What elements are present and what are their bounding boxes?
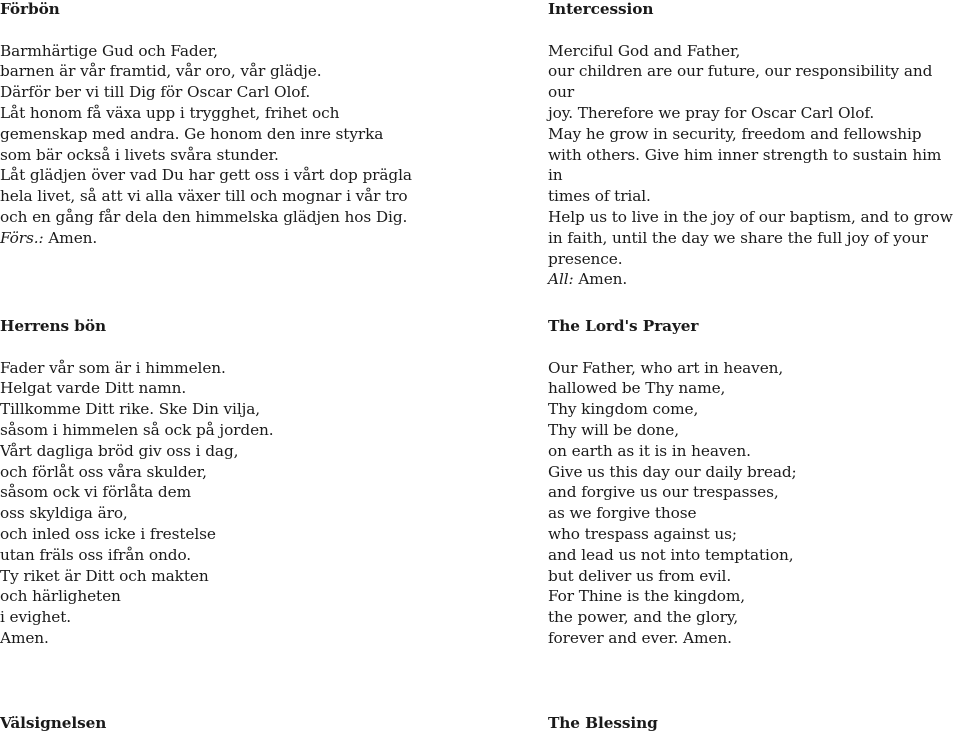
prayer-line: as we forgive those: [548, 504, 697, 523]
intercession-swedish: [0, 0, 470, 249]
prayer-line: Låt honom få växa upp i trygghet, frihet och: [0, 103, 340, 122]
section-title: Intercession: [548, 0, 654, 18]
intercession-english: [548, 0, 960, 290]
lords-prayer-swedish: [0, 316, 470, 649]
prayer-line: barnen är vår framtid, vår oro, vår glädje.: [0, 62, 322, 81]
prayer-line: who trespass against us;: [548, 524, 737, 543]
section-title: Herrens bön: [0, 317, 107, 335]
prayer-line: hela livet, så att vi alla växer till och mognar i vår tro: [0, 187, 408, 206]
prayer-line: Vårt dagliga bröd giv oss i dag,: [0, 441, 239, 460]
prayer-line: såsom ock vi förlåta dem: [0, 483, 191, 502]
blessing-swedish: [0, 713, 470, 734]
prayer-line: Merciful God and Father,: [548, 41, 741, 60]
prayer-line: in faith, until the day we share the full joy of your: [548, 228, 928, 247]
prayer-line: oss skyldiga äro,: [0, 504, 128, 523]
prayer-line: i evighet.: [0, 608, 72, 627]
prayer-line: forever and ever. Amen.: [548, 628, 732, 647]
prayer-line: and forgive us our trespasses,: [548, 483, 779, 502]
section-title: Välsignelsen: [0, 714, 107, 732]
prayer-line: och härligheten: [0, 587, 121, 606]
response-cue: All:: [548, 270, 574, 289]
prayer-line: och en gång får dela den himmelska glädjen hos Dig.: [0, 207, 408, 226]
prayer-line: Därför ber vi till Dig för Oscar Carl Olof.: [0, 83, 311, 102]
prayer-text: [0, 41, 470, 249]
lords-prayer-english: [548, 316, 960, 649]
prayer-line: but deliver us from evil.: [548, 566, 732, 585]
prayer-line: with others. Give him inner strength to sustain him in: [548, 145, 942, 185]
prayer-line: on earth as it is in heaven.: [548, 441, 751, 460]
prayer-line: gemenskap med andra. Ge honom den inre styrka: [0, 124, 384, 143]
blessing-english: [548, 713, 960, 734]
prayer-line: Amen.: [0, 628, 49, 647]
prayer-line: For Thine is the kingdom,: [548, 587, 746, 606]
prayer-line: Fader vår som är i himmelen.: [0, 358, 226, 377]
prayer-text: [0, 358, 470, 649]
prayer-line: Tillkomme Ditt rike. Ske Din vilja,: [0, 400, 261, 419]
response-text: Amen.: [43, 228, 98, 247]
prayer-text: [548, 358, 960, 649]
prayer-line: såsom i himmelen så ock på jorden.: [0, 420, 274, 439]
prayer-line: May he grow in security, freedom and fellowship: [548, 124, 922, 143]
prayer-line: och förlåt oss våra skulder,: [0, 462, 207, 481]
prayer-line: Thy kingdom come,: [548, 400, 699, 419]
prayer-line: joy. Therefore we pray for Oscar Carl Olof.: [548, 103, 875, 122]
prayer-line: Helgat varde Ditt namn.: [0, 379, 187, 398]
prayer-line: Help us to live in the joy of our baptism, and to grow: [548, 207, 953, 226]
prayer-line: Barmhärtige Gud och Fader,: [0, 41, 218, 60]
prayer-line: times of trial.: [548, 187, 651, 206]
prayer-line: Ty riket är Ditt och makten: [0, 566, 209, 585]
section-title: The Lord's Prayer: [548, 317, 699, 335]
response-text: Amen.: [573, 270, 628, 289]
prayer-line: Our Father, who art in heaven,: [548, 358, 784, 377]
response-cue: Förs.:: [0, 228, 44, 247]
prayer-text: [548, 41, 960, 291]
prayer-line: och inled oss icke i frestelse: [0, 524, 216, 543]
response-line: [548, 270, 627, 288]
prayer-line: utan fräls oss ifrån ondo.: [0, 545, 192, 564]
prayer-line: presence.: [548, 249, 623, 268]
prayer-line: som bär också i livets svåra stunder.: [0, 145, 279, 164]
prayer-line: Låt glädjen över vad Du har gett oss i vårt dop prägla: [0, 166, 412, 185]
prayer-line: our children are our future, our responsibility and our: [548, 62, 933, 102]
response-line: [0, 229, 97, 247]
prayer-line: hallowed be Thy name,: [548, 379, 726, 398]
prayer-line: Thy will be done,: [548, 420, 679, 439]
prayer-line: the power, and the glory,: [548, 608, 739, 627]
section-title: Förbön: [0, 0, 60, 18]
prayer-line: Give us this day our daily bread;: [548, 462, 797, 481]
prayer-line: and lead us not into temptation,: [548, 545, 794, 564]
section-title: The Blessing: [548, 714, 658, 732]
